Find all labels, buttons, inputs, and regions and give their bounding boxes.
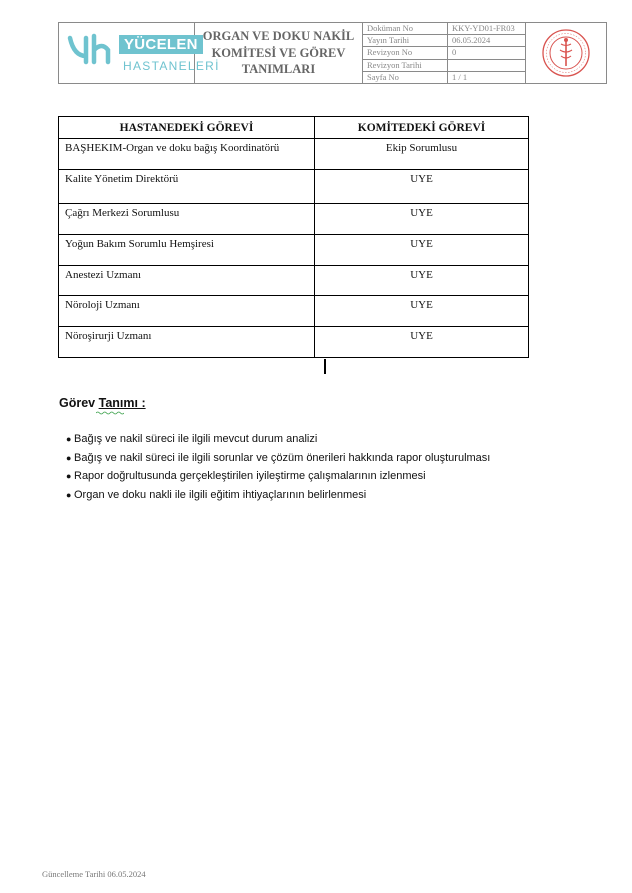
- committee-role-cell: UYE: [315, 327, 529, 358]
- list-item: [66, 432, 490, 451]
- bullet-icon: ●: [66, 452, 72, 463]
- bullet-icon: ●: [66, 471, 72, 482]
- committee-role-cell: UYE: [315, 266, 529, 296]
- committee-role-cell: UYE: [315, 296, 529, 327]
- meta-value-publish-date: 06.05.2024: [452, 35, 491, 46]
- hospital-duty-cell: Anestezi Uzmanı: [59, 266, 315, 296]
- spellcheck-squiggle-icon: [96, 411, 124, 415]
- column-header-hospital-duty: HASTANEDEKİ GÖREVİ: [59, 117, 315, 139]
- list-item: [66, 451, 490, 470]
- meta-value-page-no: 1 / 1: [452, 71, 468, 82]
- logo-subtitle: HASTANELERİ: [123, 59, 220, 73]
- bullet-icon: ●: [66, 489, 72, 500]
- meta-value-revision-date: [448, 60, 525, 71]
- committee-role-cell: Ekip Sorumlusu: [315, 139, 529, 170]
- hospital-duty-cell: Nöroloji Uzmanı: [59, 296, 315, 327]
- meta-value-doc-no: KKY-YD01-FR03: [452, 23, 515, 33]
- title-line-1: ORGAN VE DOKU NAKİL: [202, 28, 355, 43]
- duty-text: Bağış ve nakil süreci ile ilgili mevcut durum analizi: [74, 433, 318, 445]
- meta-label-doc-no: Doküman No: [363, 23, 448, 34]
- table-row: [59, 170, 529, 204]
- table-row: [59, 296, 529, 327]
- document-header: [58, 22, 607, 84]
- table-header-row: [59, 117, 529, 139]
- table-row: [59, 204, 529, 235]
- meta-row: [363, 72, 525, 83]
- duty-text: Rapor doğrultusunda gerçekleştirilen iyileştirme çalışmalarının izlenmesi: [74, 470, 426, 483]
- hospital-duty-cell: Nöroşirurji Uzmanı: [59, 327, 315, 358]
- table-row: [59, 327, 529, 358]
- meta-label-page-no: Sayfa No: [363, 72, 448, 83]
- committee-role-cell: UYE: [315, 204, 529, 235]
- table-row: [59, 266, 529, 296]
- document-meta: [363, 23, 526, 83]
- duty-text: Organ ve doku nakli ile ilgili eğitim ihtiyaçlarının belirlenmesi: [74, 488, 367, 501]
- table-row: [59, 139, 529, 170]
- footer-update-date: Güncelleme Tarihi 06.05.2024: [42, 869, 146, 879]
- text-cursor[interactable]: [324, 359, 326, 374]
- column-header-committee-role: KOMİTEDEKİ GÖREVİ: [315, 117, 529, 139]
- hospital-duty-cell: Çağrı Merkezi Sorumlusu: [59, 204, 315, 235]
- meta-row: [363, 47, 525, 59]
- meta-label-revision-no: Revizyon No: [363, 47, 448, 58]
- health-ministry-seal-icon: [540, 27, 592, 79]
- meta-row: [363, 23, 525, 35]
- committee-table: [58, 116, 529, 358]
- duties-list: [66, 432, 490, 506]
- hospital-duty-cell: Yoğun Bakım Sorumlu Hemşiresi: [59, 235, 315, 266]
- meta-value-revision-no: 0: [452, 47, 457, 58]
- yh-logo-icon: [66, 32, 118, 68]
- logo-brand: YÜCELEN: [119, 35, 203, 54]
- table-row: [59, 235, 529, 266]
- committee-role-cell: UYE: [315, 235, 529, 266]
- hospital-duty-cell: BAŞHEKIM-Organ ve doku bağış Koordinatörü: [59, 139, 315, 170]
- meta-row: [363, 60, 525, 72]
- title-line-2: KOMİTESİ VE GÖREV: [211, 45, 346, 60]
- list-item: [66, 488, 490, 507]
- meta-row: [363, 35, 525, 47]
- duties-section-title: [59, 396, 146, 410]
- meta-label-publish-date: Yayın Tarihi: [363, 35, 448, 46]
- duties-title-underlined: Tanımı :: [98, 396, 146, 410]
- duty-text: Bağış ve nakil süreci ile ilgili sorunlar ve çözüm önerileri hakkında rapor oluşturulması: [74, 451, 491, 464]
- bullet-icon: ●: [66, 434, 72, 444]
- duties-title-prefix: Görev: [59, 396, 99, 410]
- title-line-3: TANIMLARI: [241, 62, 316, 77]
- document-title: [195, 23, 363, 83]
- list-item: [66, 469, 490, 488]
- meta-label-revision-date: Revizyon Tarihi: [363, 60, 448, 71]
- hospital-duty-cell: Kalite Yönetim Direktörü: [59, 170, 315, 204]
- ministry-seal: [526, 23, 606, 83]
- hospital-logo: [59, 23, 220, 83]
- committee-role-cell: UYE: [315, 170, 529, 204]
